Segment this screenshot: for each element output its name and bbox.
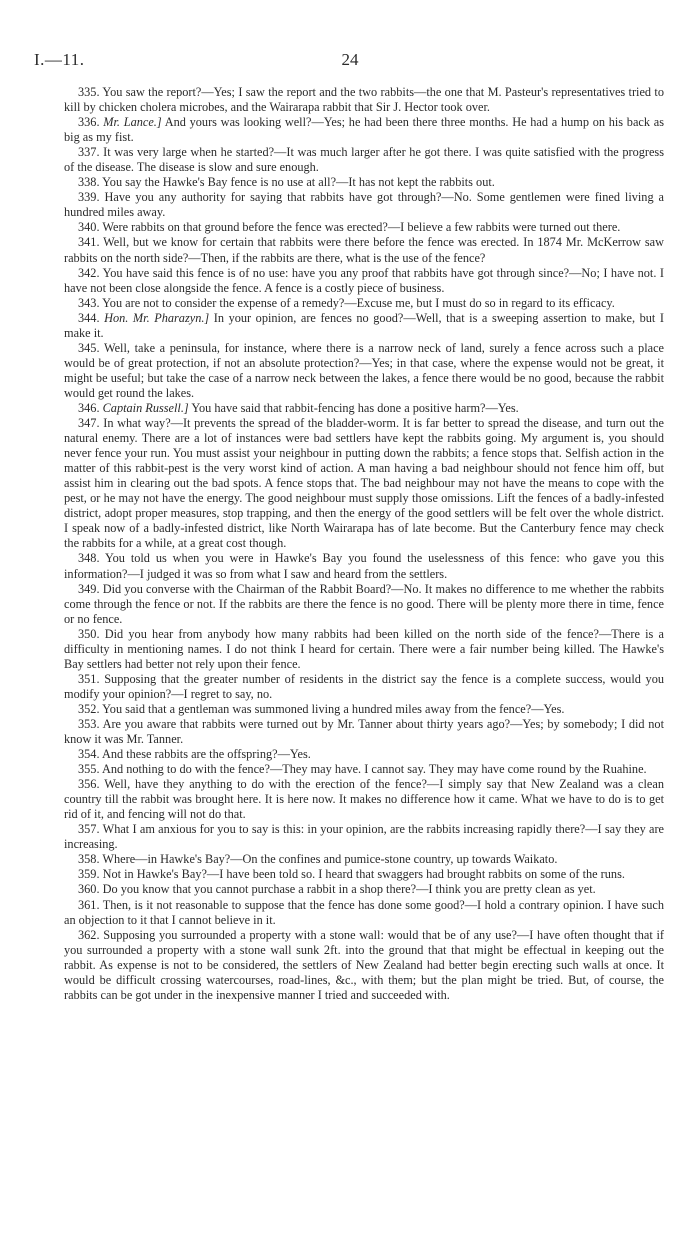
question-answer-text: Then, is it not reasonable to suppose that the fence has done some good?—I hold a contrary opinion. I have such an objection to it that I cannot believe in it. bbox=[64, 897, 664, 927]
document-reference: I.—11. bbox=[34, 50, 85, 69]
testimony-paragraph bbox=[64, 85, 664, 115]
speaker-name: Captain Russell.] bbox=[102, 400, 189, 415]
testimony-paragraph bbox=[64, 762, 664, 777]
question-answer-text: You have said this fence is of no use: have you any proof that rabbits have got through since?—No; I have not. I have not been close alongside the fence. A fence is a costly piece of business. bbox=[64, 265, 665, 295]
testimony-paragraph bbox=[64, 235, 664, 265]
question-number: 343. bbox=[78, 295, 100, 310]
testimony-paragraph bbox=[64, 672, 664, 702]
question-answer-text: Were rabbits on that ground before the fence was erected?—I believe a few rabbits were turned out there. bbox=[102, 220, 621, 235]
testimony-paragraph bbox=[64, 115, 664, 145]
question-answer-text: Did you converse with the Chairman of the Rabbit Board?—No. It makes no difference to me whether the rabbits come through the fence or not. If the rabbits are there the fence is no good. There will be plenty more there in time, fence or no fence. bbox=[64, 581, 664, 626]
question-answer-text: And these rabbits are the offspring?—Yes. bbox=[101, 747, 311, 762]
question-answer-text: And yours was looking well?—Yes; he had been there three months. He had a hump on his back as big as my fist. bbox=[64, 115, 664, 145]
question-number: 340. bbox=[78, 220, 100, 235]
question-answer-text: You saw the report?—Yes; I saw the report and the two rabbits—the one that M. Pasteur's representatives tried to kill by chicken cholera microbes, and the Wairarapa rabbit that Sir J. Hector took over. bbox=[64, 85, 664, 115]
testimony-paragraph bbox=[64, 747, 664, 762]
question-answer-text: In what way?—It prevents the spread of the bladder-worm. It is far better to spread the disease, and turn out the natural enemy. There are a lot of instances were bad settlers have kept the rabbits going. My argument is, you should never fence your run. You must assist your neighbour in putting down the rabbits; a fence stops that. Selfish action in the matter of this rabbit-pest is the very worst kind of action. A man having a bad neighbour should not fence him off, but assist him in clearing out the bad spots. A fence stops that. The bad neighbour may not have the means to cope with the pest, or he may not have the energy. The good neighbour must supply those omissions. Lift the fences of a badly-infested district, adopt proper measures, stop trapping, and then the energy of the good settlers will be felt over the whole district. I speak now of a badly-infested district, like North Wairarapa has of late become. But the Canterbury fence may check the rabbits for a while, at a great cost though. bbox=[64, 416, 665, 551]
question-answer-text: Supposing that the greater number of residents in the district say the fence is a complete success, would you modify your opinion?—I regret to say, no. bbox=[64, 671, 664, 701]
question-number: 345. bbox=[78, 340, 100, 355]
question-number: 360. bbox=[78, 882, 100, 897]
question-number: 353. bbox=[78, 716, 100, 731]
question-number: 356. bbox=[78, 777, 100, 792]
question-number: 362. bbox=[78, 927, 100, 942]
question-answer-text: Are you aware that rabbits were turned out by Mr. Tanner about thirty years ago?—Yes; by somebody; I did not know it was Mr. Tanner. bbox=[64, 716, 664, 747]
testimony-paragraph bbox=[64, 867, 664, 882]
testimony-paragraph bbox=[64, 311, 664, 341]
question-answer-text: Well, but we know for certain that rabbits were there before the fence was erected. In 1874 Mr. McKerrow saw rabbits on the north side?—Then, if the rabbits are there, what is the use of the fence? bbox=[64, 235, 664, 265]
testimony-paragraph bbox=[64, 822, 664, 852]
question-answer-text: It was very large when he started?—It was much larger after he got there. I was quite satisfied with the progress of the disease. The disease is slow and sure enough. bbox=[64, 145, 665, 175]
testimony-paragraph bbox=[64, 928, 664, 1003]
testimony-paragraph bbox=[64, 702, 664, 717]
speaker-name: Hon. Mr. Pharazyn.] bbox=[104, 310, 210, 325]
question-answer-text: What I am anxious for you to say is this: in your opinion, are the rabbits increasing rapidly there?—I say they are increasing. bbox=[64, 822, 664, 852]
question-answer-text: You are not to consider the expense of a remedy?—Excuse me, but I must do so in regard to its efficacy. bbox=[102, 295, 615, 310]
question-number: 348. bbox=[78, 551, 100, 566]
testimony-paragraph bbox=[64, 416, 664, 551]
page-number: 24 bbox=[341, 50, 359, 69]
question-number: 335. bbox=[78, 85, 100, 99]
testimony-paragraph bbox=[64, 145, 664, 175]
question-answer-text: You told us when you were in Hawke's Bay you found the uselessness of this fence: who gave you this information?—I judged it was so from what I saw and heard from the settlers. bbox=[64, 551, 664, 581]
question-number: 338. bbox=[78, 175, 100, 190]
question-answer-text: Do you know that you cannot purchase a rabbit in a shop there?—I think you are pretty clean as yet. bbox=[102, 882, 596, 897]
testimony-paragraph bbox=[64, 266, 664, 296]
testimony-paragraph bbox=[64, 220, 664, 235]
testimony-paragraph bbox=[64, 882, 664, 897]
question-answer-text: Not in Hawke's Bay?—I have been told so. I heard that swaggers had brought rabbits on some of the runs. bbox=[102, 867, 625, 882]
question-number: 355. bbox=[78, 762, 100, 777]
question-number: 347. bbox=[78, 416, 100, 431]
question-number: 349. bbox=[78, 581, 100, 596]
testimony-paragraph bbox=[64, 175, 664, 190]
question-number: 337. bbox=[78, 145, 100, 160]
question-number: 350. bbox=[78, 626, 100, 641]
document-body bbox=[64, 85, 664, 1003]
testimony-paragraph bbox=[64, 898, 664, 928]
page-header bbox=[34, 50, 666, 72]
question-answer-text: Supposing you surrounded a property with a stone wall: would that be of any use?—I have often thought that if you surrounded a property with a stone wall sunk 2ft. into the ground that that might be effectual in keeping out the rabbit. As expense is not to be considered, the settlers of New Zealand had better begin erecting such walls at once. It would be difficult crossing watercourses, road-lines, &c., with them; but the plan might be tried. But, of course, the rabbits can be got under in the inexpensive manner I tried and succeeded with. bbox=[64, 927, 665, 1002]
testimony-paragraph bbox=[64, 341, 664, 401]
testimony-paragraph bbox=[64, 777, 664, 822]
question-number: 361. bbox=[78, 897, 100, 912]
question-number: 336. bbox=[78, 115, 100, 130]
question-answer-text: And nothing to do with the fence?—They may have. I cannot say. They may have come round by the Ruahine. bbox=[101, 762, 647, 777]
question-number: 352. bbox=[78, 701, 100, 716]
question-number: 357. bbox=[78, 822, 100, 837]
question-number: 341. bbox=[78, 235, 100, 250]
question-number: 358. bbox=[78, 852, 100, 867]
question-answer-text: Have you any authority for saying that rabbits have got through?—No. Some gentlemen were fined living a hundred miles away. bbox=[64, 190, 665, 220]
question-number: 344. bbox=[78, 310, 100, 325]
speaker-name: Mr. Lance.] bbox=[103, 115, 162, 130]
question-answer-text: You said that a gentleman was summoned living a hundred miles away from the fence?—Yes. bbox=[102, 701, 565, 716]
question-answer-text: Well, take a peninsula, for instance, where there is a narrow neck of land, surely a fence across such a place would be of great protection, if not an absolute protection?—Yes; in that case, where the expense would not be great, it might be useful; but take the case of a narrow neck between the lakes, a fence there would be no good, because the rabbit would get round the lakes. bbox=[64, 340, 664, 400]
testimony-paragraph bbox=[64, 852, 664, 867]
question-number: 359. bbox=[78, 867, 100, 882]
question-answer-text: You have said that rabbit-fencing has done a positive harm?—Yes. bbox=[191, 400, 519, 415]
question-number: 351. bbox=[78, 671, 100, 686]
question-answer-text: You say the Hawke's Bay fence is no use at all?—It has not kept the rabbits out. bbox=[102, 175, 495, 190]
question-number: 354. bbox=[78, 747, 100, 762]
testimony-paragraph bbox=[64, 627, 664, 672]
testimony-paragraph bbox=[64, 551, 664, 581]
question-answer-text: In your opinion, are fences no good?—Well, that is a sweeping assertion to make, but I make it. bbox=[64, 310, 664, 340]
question-answer-text: Did you hear from anybody how many rabbits had been killed on the north side of the fence?—There is a difficulty in mentioning names. I do not think I heard for certain. There were a fair number being killed. The Hawke's Bay settlers had better not rely upon their fence. bbox=[64, 626, 665, 671]
testimony-paragraph bbox=[64, 190, 664, 220]
question-answer-text: Well, have they anything to do with the erection of the fence?—I simply say that New Zealand was a clean country till the rabbit was brought here. It is here now. It makes no difference how it came. What we have to do is to get rid of it, and fencing will not do that. bbox=[64, 777, 664, 822]
question-answer-text: Where—in Hawke's Bay?—On the confines and pumice-stone country, up towards Waikato. bbox=[102, 852, 558, 867]
testimony-paragraph bbox=[64, 717, 664, 747]
question-number: 346. bbox=[78, 400, 100, 415]
testimony-paragraph bbox=[64, 296, 664, 311]
testimony-paragraph bbox=[64, 582, 664, 627]
question-number: 342. bbox=[78, 265, 100, 280]
question-number: 339. bbox=[78, 190, 100, 205]
testimony-paragraph bbox=[64, 401, 664, 416]
